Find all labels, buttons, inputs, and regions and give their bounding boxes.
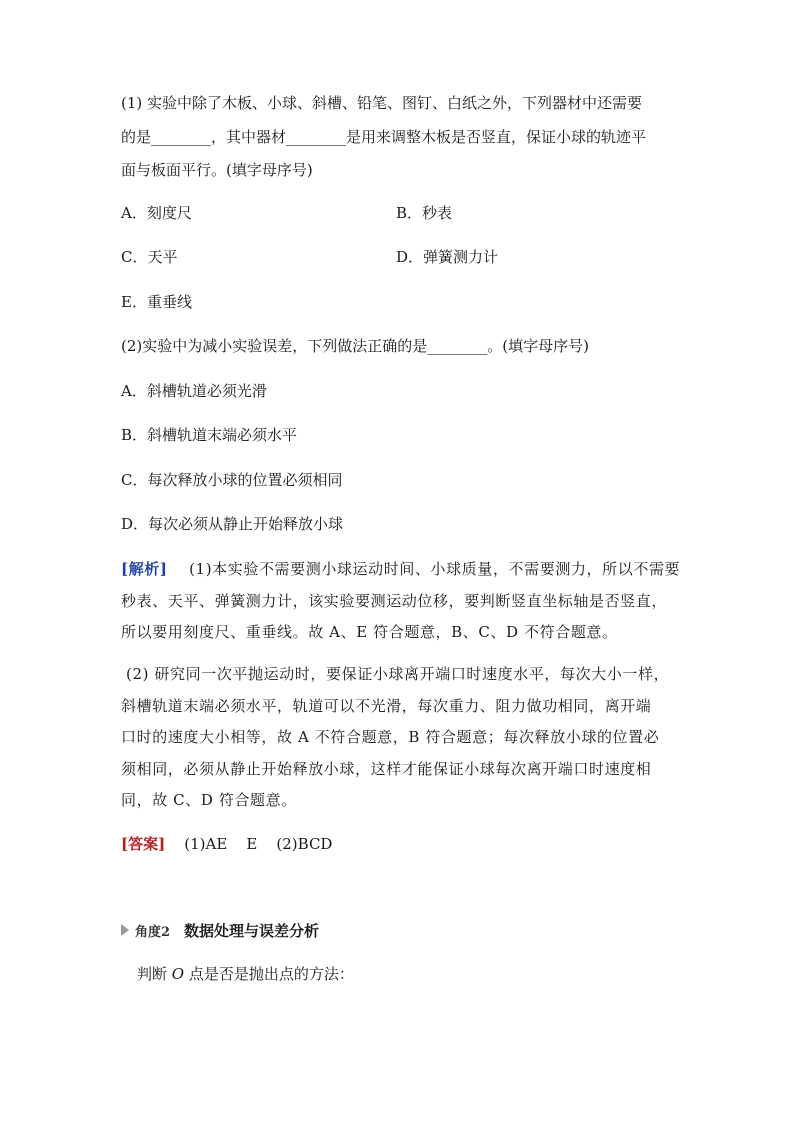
q2-option-c: C．每次释放小球的位置必须相同: [121, 471, 343, 489]
judge-line: [137, 964, 354, 984]
analysis-paragraph-1-line-3: 所以要用刻度尺、重垂线。故 A、E 符合题意，B、C、D 不符合题意。: [121, 623, 618, 641]
q2-option-a: A．斜槽轨道必须光滑: [121, 382, 267, 400]
analysis-tag: [解析]: [121, 560, 168, 578]
analysis-paragraph-2-line-3: 口时的速度大小相等，故 A 不符合题意，B 符合题意；每次释放小球的位置必: [121, 728, 660, 746]
analysis-paragraph-2-line-1: (2) 研究同一次平抛运动时，要保证小球离开端口时速度水平，每次大小一样，: [126, 665, 670, 683]
triangle-icon: [121, 924, 129, 936]
judge-var: O: [171, 965, 185, 983]
q1-stem-line-2: 的是________，其中器材________是用来调整木板是否竖直，保证小球的轨迹平: [121, 128, 647, 146]
judge-pre: 判断: [137, 965, 172, 983]
q1-stem-line-1: (1) 实验中除了木板、小球、斜槽、铅笔、图钉、白纸之外，下列器材中还需要: [121, 94, 643, 112]
answer-tag: [答案]: [121, 835, 166, 853]
analysis-paragraph-1-line-1: [121, 559, 680, 579]
q2-option-d: D．每次必须从静止开始释放小球: [121, 515, 344, 533]
answer-line: [121, 834, 332, 854]
analysis-paragraph-2-line-5: 同，故 C、D 符合题意。: [121, 791, 297, 809]
q1-option-e: E．重垂线: [121, 293, 192, 311]
q1-option-c: C．天平: [121, 248, 178, 266]
analysis-paragraph-2-line-4: 须相同，必须从静止开始释放小球，这样才能保证小球每次离开端口时速度相: [121, 760, 652, 778]
q1-option-b: B．秒表: [396, 204, 453, 222]
q1-stem-line-3: 面与板面平行。(填字母序号): [121, 161, 313, 179]
analysis-text: (1)本实验不需要测小球运动时间、小球质量，不需要测力，所以不需要: [189, 560, 681, 578]
section-title: 数据处理与误差分析: [184, 921, 320, 940]
answer-text: (1)AE E (2)BCD: [184, 835, 333, 853]
section-heading: [121, 919, 319, 941]
q2-stem: (2)实验中为减小实验误差，下列做法正确的是________。(填字母序号): [121, 337, 589, 355]
analysis-paragraph-2-line-2: 斜槽轨道末端必须水平，轨道可以不光滑，每次重力、阻力做功相同，离开端: [121, 697, 652, 715]
q1-option-a: A．刻度尺: [121, 204, 192, 222]
judge-post: 点是否是抛出点的方法：: [184, 965, 354, 983]
analysis-paragraph-1-line-2: 秒表、天平、弹簧测力计，该实验要测运动位移，要判断竖直坐标轴是否竖直，: [121, 592, 668, 610]
section-label: 角度2: [135, 924, 171, 940]
q2-option-b: B．斜槽轨道末端必须水平: [121, 426, 298, 444]
q1-option-d: D．弹簧测力计: [396, 248, 499, 266]
